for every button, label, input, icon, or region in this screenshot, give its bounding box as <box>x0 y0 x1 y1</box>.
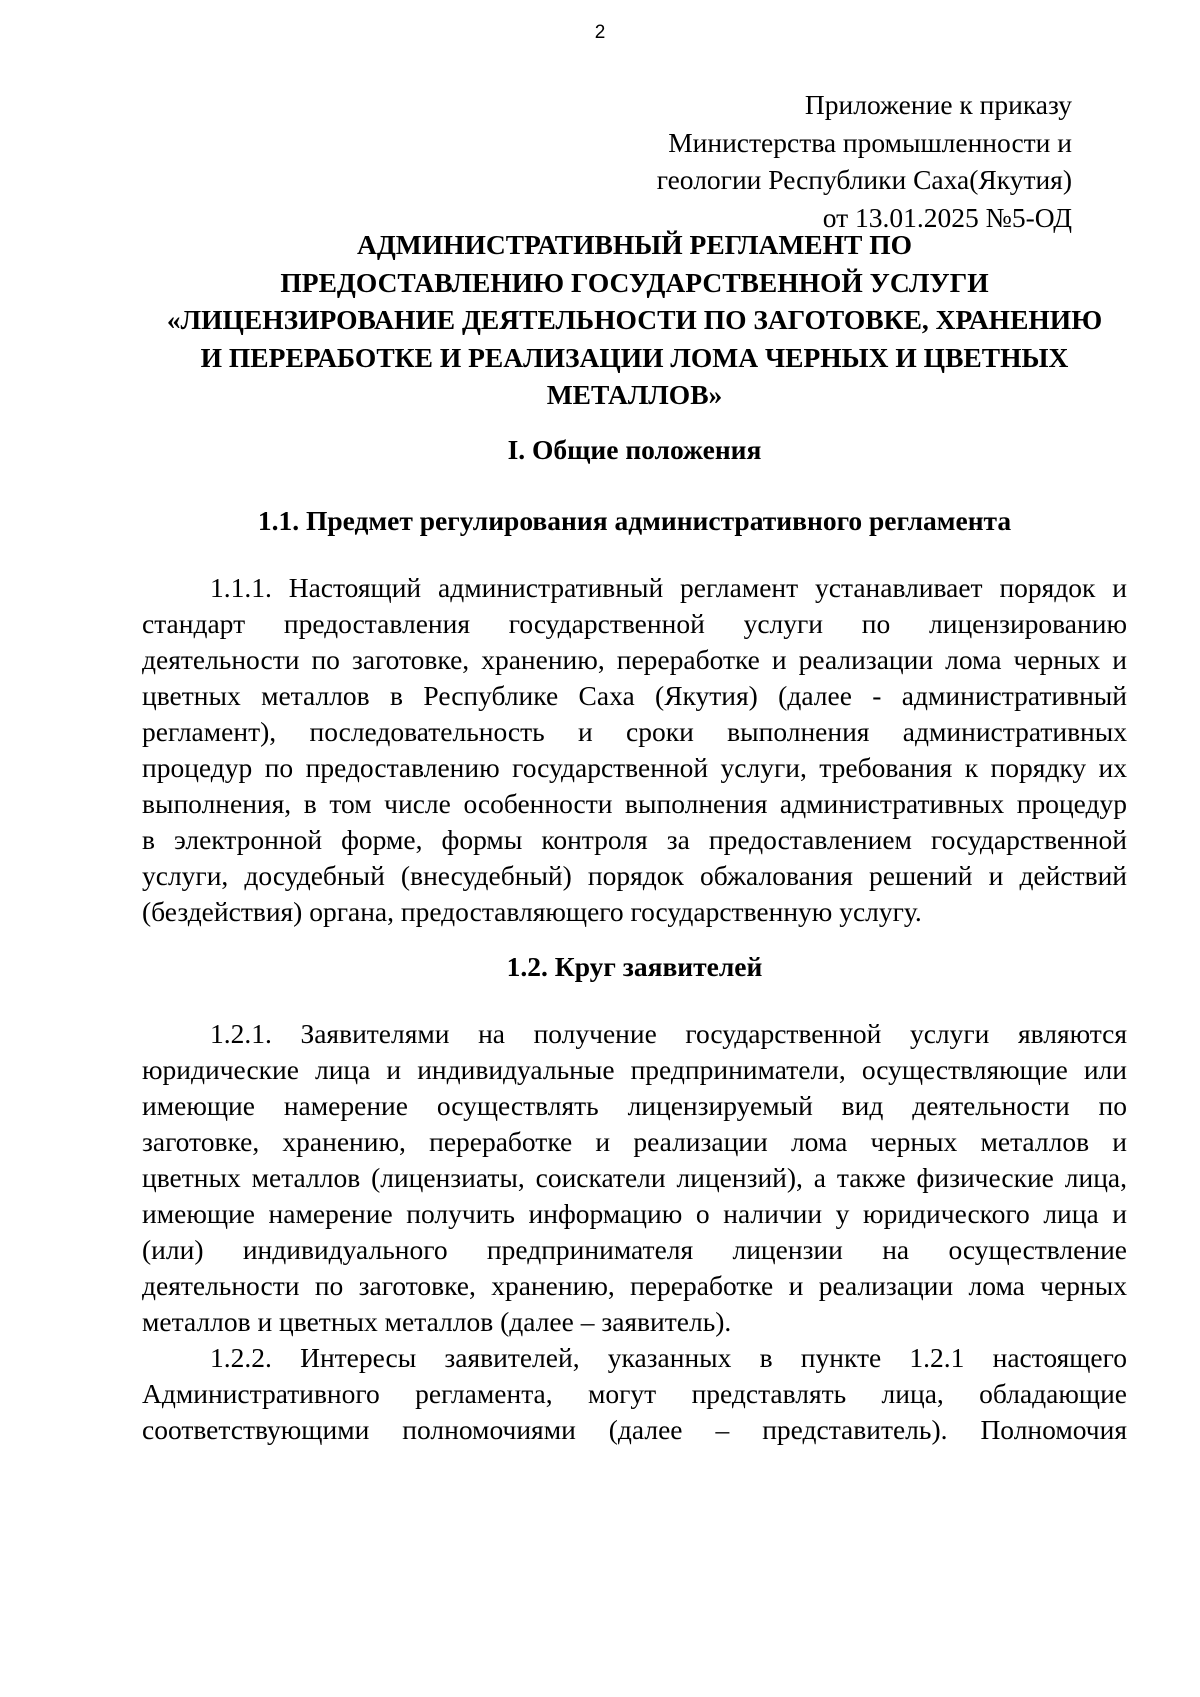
paragraph-line: (бездействия) органа, предоставляющего государственную услугу. <box>142 896 922 927</box>
paragraph-line: в электронной форме, формы контроля за предоставлением государственной <box>142 824 1127 855</box>
paragraph-line: цветных металлов (лицензиаты, соискатели лицензий), а также физические лица, <box>142 1162 1127 1193</box>
paragraph-1-1-1 <box>142 570 1127 930</box>
paragraph-line: Административного регламента, могут представлять лица, обладающие <box>142 1378 1127 1409</box>
paragraph-line: соответствующими полномочиями (далее – представитель). Полномочия <box>142 1414 1127 1445</box>
paragraph-line: деятельности по заготовке, хранению, переработке и реализации лома черных и <box>142 644 1127 675</box>
paragraph-1-2-1 <box>142 1016 1127 1340</box>
paragraph-line: регламент), последовательность и сроки выполнения административных <box>142 716 1127 747</box>
paragraph-line: стандарт предоставления государственной услуги по лицензированию <box>142 608 1127 639</box>
paragraph-line: 1.2.1. Заявителями на получение государственной услуги являются <box>210 1018 1127 1049</box>
subsection-heading: 1.1. Предмет регулирования административного регламента <box>257 505 1012 536</box>
section-heading: I. Общие положения <box>507 434 762 465</box>
appendix-line: геологии Республики Саха(Якутия) <box>656 164 1072 195</box>
paragraph-line: юридические лица и индивидуальные предприниматели, осуществляющие или <box>142 1054 1127 1085</box>
paragraph-line: имеющие намерение осуществлять лицензируемый вид деятельности по <box>142 1090 1127 1121</box>
paragraph-line: металлов и цветных металлов (далее – заявитель). <box>142 1306 732 1337</box>
paragraph-line: 1.1.1. Настоящий административный регламент устанавливает порядок и <box>210 572 1127 603</box>
paragraph-line: деятельности по заготовке, хранению, переработке и реализации лома черных <box>142 1270 1127 1301</box>
paragraph-line: заготовке, хранению, переработке и реализации лома черных металлов и <box>142 1126 1127 1157</box>
title-line: АДМИНИСТРАТИВНЫЙ РЕГЛАМЕНТ ПО <box>356 229 913 260</box>
paragraph-line: выполнения, в том числе особенности выполнения административных процедур <box>142 788 1127 819</box>
paragraph-line: имеющие намерение получить информацию о наличии у юридического лица и <box>142 1198 1127 1229</box>
title-line: «ЛИЦЕНЗИРОВАНИЕ ДЕЯТЕЛЬНОСТИ ПО ЗАГОТОВКЕ, ХРАНЕНИЮ <box>166 304 1103 335</box>
document-title <box>142 226 1127 414</box>
appendix-line: Приложение к приказу <box>804 89 1072 120</box>
paragraph-line: цветных металлов в Республике Саха (Якутия) (далее - административный <box>142 680 1127 711</box>
paragraph-line: услуги, досудебный (внесудебный) порядок обжалования решений и действий <box>142 860 1127 891</box>
title-line: МЕТАЛЛОВ» <box>546 379 723 410</box>
title-line: ПРЕДОСТАВЛЕНИЮ ГОСУДАРСТВЕННОЙ УСЛУГИ <box>280 266 989 298</box>
title-line: И ПЕРЕРАБОТКЕ И РЕАЛИЗАЦИИ ЛОМА ЧЕРНЫХ И ЦВЕТНЫХ <box>200 341 1069 373</box>
subsection-heading: 1.2. Круг заявителей <box>506 951 763 982</box>
paragraph-1-2-2 <box>142 1340 1127 1448</box>
paragraph-line: (или) индивидуального предпринимателя лицензии на осуществление <box>142 1234 1127 1265</box>
appendix-note <box>512 86 1072 236</box>
paragraph-line: процедур по предоставлению государственной услуги, требования к порядку их <box>142 752 1127 783</box>
appendix-line: от 13.01.2025 №5-ОД <box>822 201 1072 233</box>
appendix-line: Министерства промышленности и <box>668 126 1072 158</box>
paragraph-line: 1.2.2. Интересы заявителей, указанных в пункте 1.2.1 настоящего <box>210 1342 1127 1373</box>
page-number: 2 <box>594 22 606 43</box>
